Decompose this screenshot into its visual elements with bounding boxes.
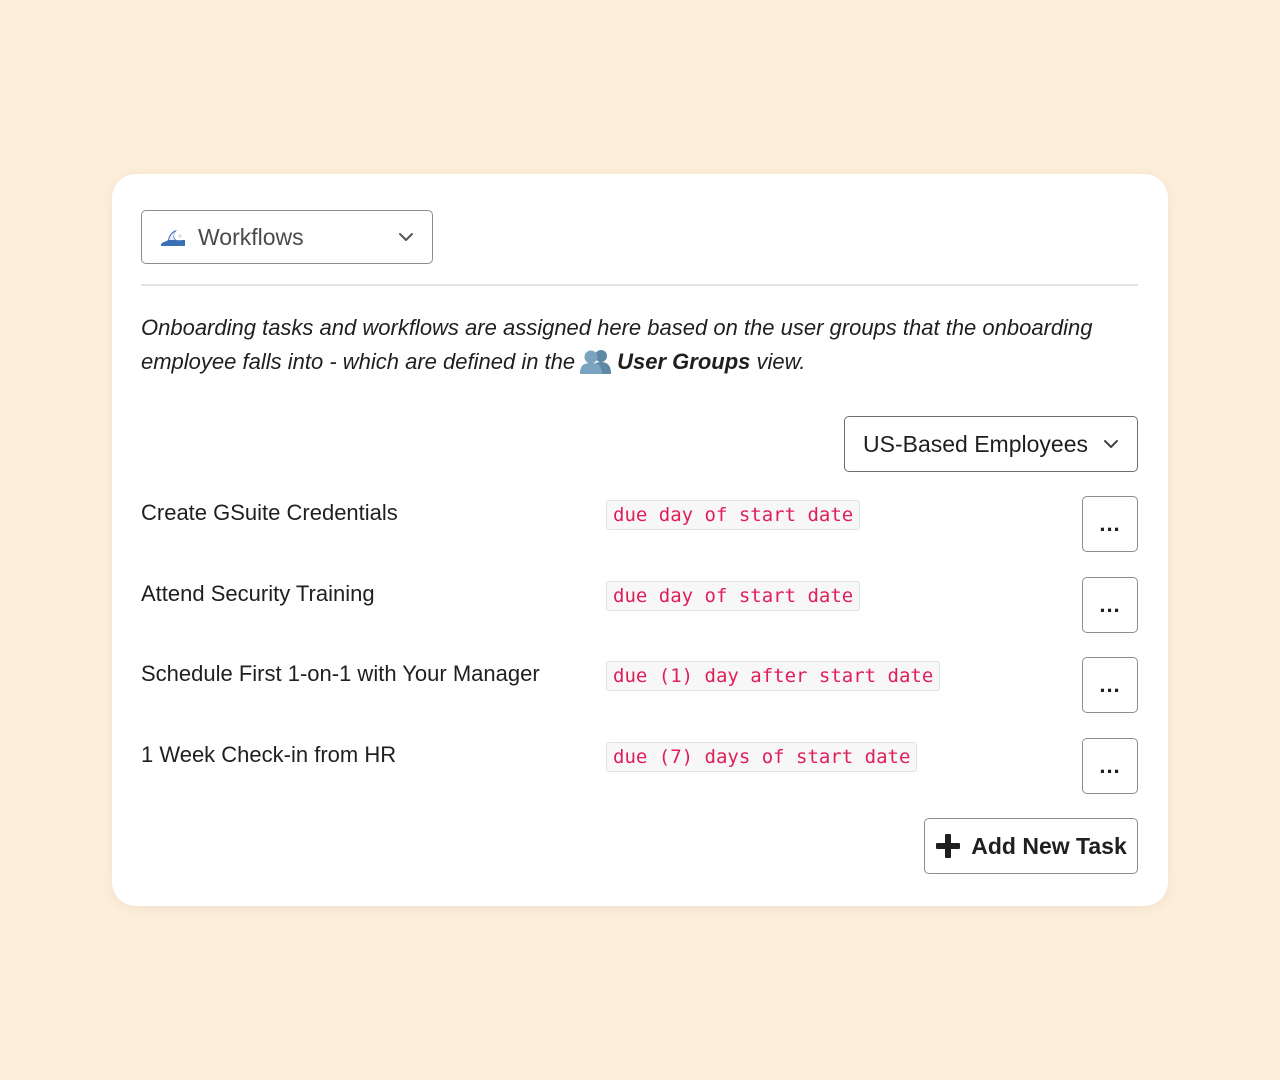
task-row [141, 657, 1138, 713]
header-divider [141, 284, 1138, 286]
task-name: Schedule First 1-on-1 with Your Manager [141, 661, 540, 686]
task-name: Create GSuite Credentials [141, 500, 398, 525]
user-groups-link[interactable]: User Groups [617, 349, 751, 374]
description-text [141, 311, 1131, 379]
view-select-label: Workflows [198, 223, 304, 250]
task-more-options-button[interactable]: ... [1082, 657, 1138, 713]
ocean-wave-icon [160, 227, 186, 247]
plus-icon [935, 833, 961, 859]
task-name: 1 Week Check-in from HR [141, 742, 397, 767]
busts-in-silhouette-icon [579, 348, 613, 374]
view-select-dropdown[interactable] [141, 210, 433, 264]
user-group-select-dropdown[interactable] [844, 416, 1138, 472]
due-date-badge: due (1) day after start date [606, 661, 940, 691]
task-row [141, 496, 1138, 552]
task-row [141, 577, 1138, 633]
task-more-options-button[interactable]: ... [1082, 738, 1138, 794]
add-new-task-button[interactable] [924, 818, 1138, 874]
description-text-after: view. [756, 349, 806, 374]
description-text-before: Onboarding tasks and workflows are assigned here based on the user groups that the onboarding employee falls into - which are defined in the [141, 315, 1093, 374]
task-row [141, 738, 1138, 794]
workflow-card [112, 174, 1168, 906]
task-more-options-button[interactable]: ... [1082, 496, 1138, 552]
user-group-select-label: US-Based Employees [863, 430, 1088, 457]
chevron-down-icon [396, 227, 416, 247]
add-new-task-label: Add New Task [971, 832, 1127, 859]
task-more-options-button[interactable]: ... [1082, 577, 1138, 633]
chevron-down-icon [1101, 434, 1121, 454]
due-date-badge: due day of start date [606, 500, 860, 530]
task-name: Attend Security Training [141, 581, 375, 606]
due-date-badge: due day of start date [606, 581, 860, 611]
due-date-badge: due (7) days of start date [606, 742, 917, 772]
